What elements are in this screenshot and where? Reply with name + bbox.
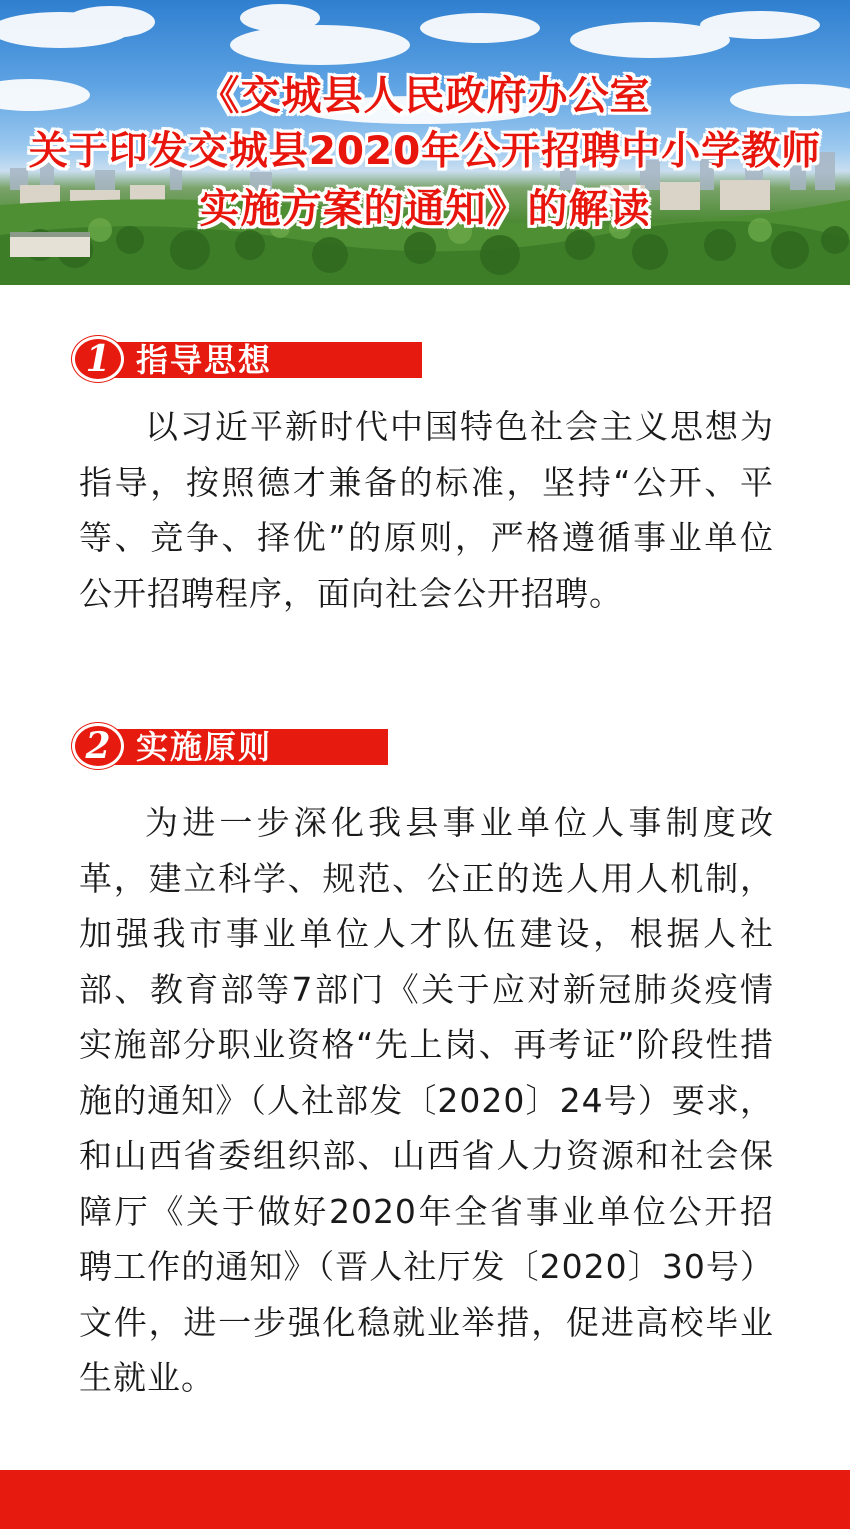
footer-red-bar	[0, 1470, 850, 1529]
banner-title-line-1: 《交城县人民政府办公室	[199, 73, 651, 119]
banner-title-line-2: 关于印发交城县2020年公开招聘中小学教师	[28, 129, 822, 174]
banner-title-line-3: 实施方案的通知》的解读	[199, 186, 651, 232]
section-2-number: 2	[85, 725, 111, 767]
section-1-title: 指导思想	[136, 341, 273, 379]
section-1-paragraph: 以习近平新时代中国特色社会主义思想为指导，按照德才兼备的标准，坚持“公开、平等、竞争、择优”的原则，严格遵循事业单位公开招聘程序，面向社会公开招聘。	[79, 407, 774, 613]
section-1-number: 1	[85, 338, 111, 380]
header-banner	[0, 0, 850, 285]
section-2-paragraph: 为进一步深化我县事业单位人事制度改革，建立科学、规范、公正的选人用人机制，加强我市事业单位人才队伍建设，根据人社部、教育部等7部门《关于应对新冠肺炎疫情实施部分职业资格“先上岗、再考证”阶段性措施的通知》（人社部发〔2020〕24号）要求，和山西省委组织部、山西省人力资源和社会保障厅《关于做好2020年全省事业单位公开招聘工作的通知》（晋人社厅发〔2020〕30号）文件，进一步强化稳就业举措，促进高校毕业生就业。	[79, 803, 774, 1397]
section-2-title: 实施原则	[136, 728, 273, 766]
